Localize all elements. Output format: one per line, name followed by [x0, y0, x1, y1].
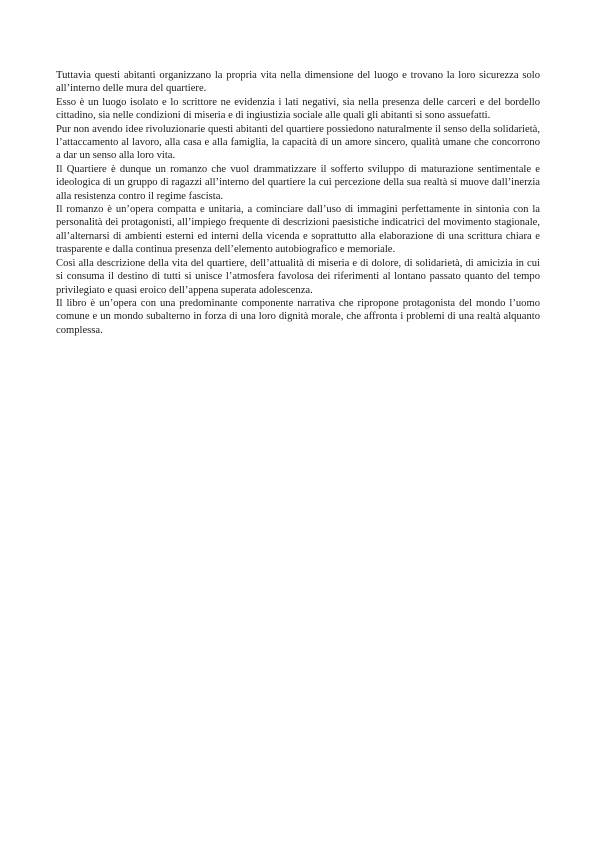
paragraph-5: Il romanzo è un’opera compatta e unitaria, a cominciare dall’uso di immagini perfettamente in sintonia con la personalità dei protagonisti, all’impiego frequente di descrizioni paesistiche indicatrici del movimento stagionale, all’alternarsi di ambienti esterni ed interni della vicenda e soprattutto alla elaborazione di una scrittura chiara e trasparente e dalla continua presenza dell’elemento autobiografico e memoriale. [56, 204, 540, 256]
paragraph-3: Pur non avendo idee rivoluzionarie questi abitanti del quartiere possiedono naturalmente il senso della solidarietà, l’attaccamento al lavoro, alla casa e alla famiglia, la capacità di un amore sincero, qualità umane che concorrono a dar un senso alla loro vita. [56, 123, 540, 162]
paragraph-2: Esso è un luogo isolato e lo scrittore ne evidenzia i lati negativi, sia nella presenza delle carceri e del bordello cittadino, sia nelle condizioni di miseria e di ingiustizia sociale alle quali gli abitanti si sono assuefatti. [56, 96, 540, 122]
paragraph-1: Tuttavia questi abitanti organizzano la propria vita nella dimensione del luogo e trovano la loro sicurezza solo all’interno delle mura del quartiere. [56, 70, 540, 95]
paragraph-7: Il libro è un’opera con una predominante componente narrativa che ripropone protagonista del mondo l’uomo comune e un mondo subalterno in forza di una loro dignità morale, che affronta i problemi di una realtà alquanto complessa. [56, 297, 540, 336]
paragraph-6: Così alla descrizione della vita del quartiere, dell’attualità di miseria e di dolore, di solidarietà, di amicizia in cui si consuma il destino di tutti si unisce l’atmosfera favolosa dei riferimenti al lontano passato quanto del tempo privilegiato e quasi eroico dell’appena superata adolescenza. [56, 257, 540, 296]
body-text [56, 69, 540, 337]
paragraph-4: Il Quartiere è dunque un romanzo che vuol drammatizzare il sofferto sviluppo di maturazione sentimentale e ideologica di un gruppo di ragazzi all’interno del quartiere la cui percezione della sua realtà si muove dall’inerzia alla resistenza contro il regime fascista. [56, 163, 540, 202]
